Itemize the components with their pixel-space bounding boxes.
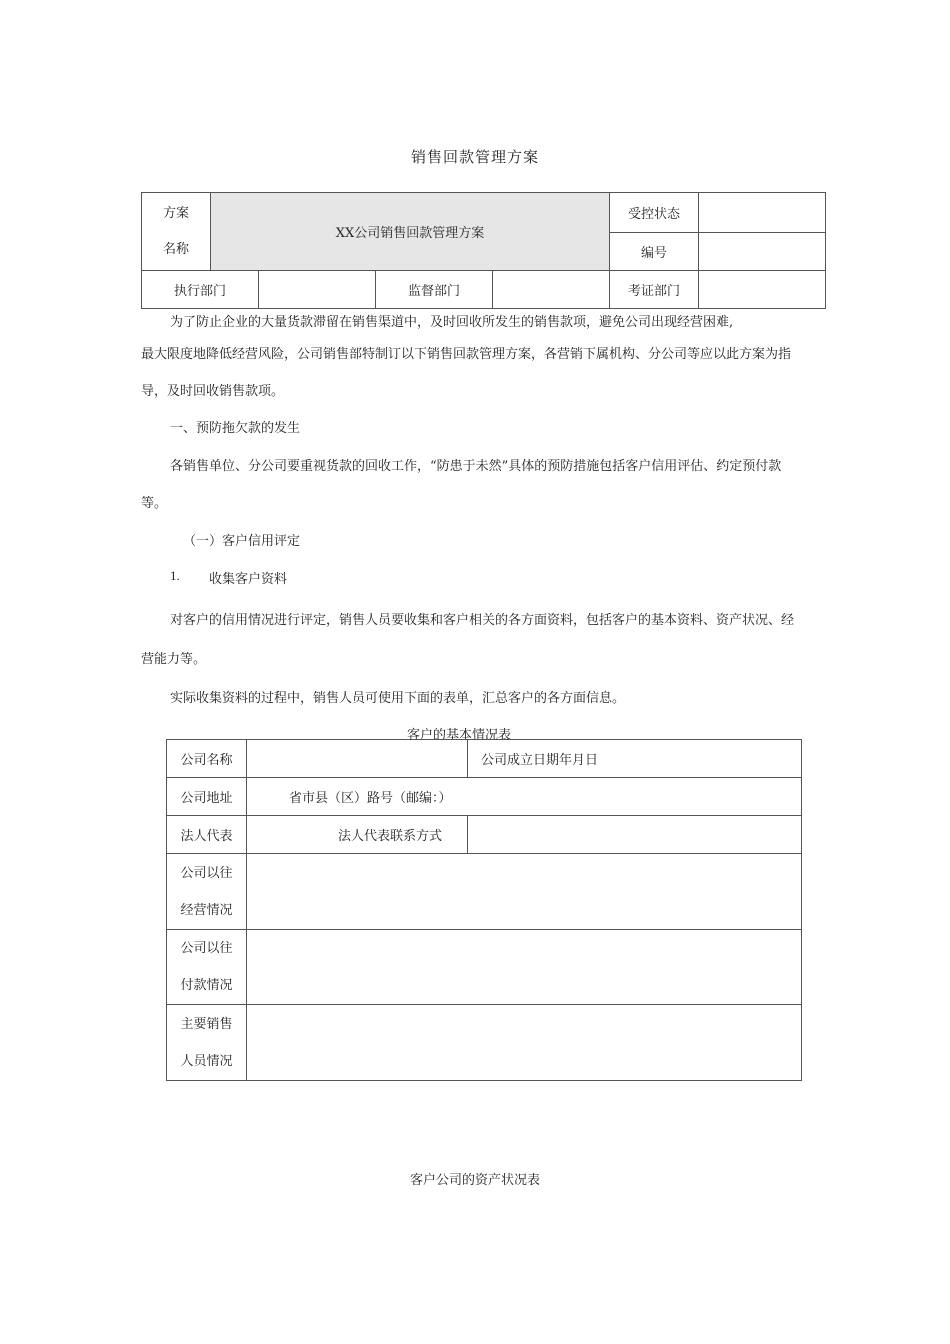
- exec-dept-value: [259, 271, 376, 309]
- past-payment-value: [247, 930, 802, 1005]
- info-table-caption: 客户的基本情况表: [407, 728, 512, 743]
- intro-paragraph-line-2: 最大限度地降低经营风险，公司销售部特制订以下销售回款管理方案，各营销下属机构、分公司等应以此方案为指: [141, 347, 792, 362]
- item-1-paragraph-line-3: 实际收集资料的过程中，销售人员可使用下面的表单，汇总客户的各方面信息。: [170, 691, 626, 706]
- legal-rep-contact-label: 法人代表联系方式: [247, 816, 468, 854]
- document-title: 销售回款管理方案: [410, 148, 539, 166]
- intro-paragraph-line-1: 为了防止企业的大量货款滞留在销售渠道中，及时回收所发生的销售款项，避免公司出现经营困难,: [170, 315, 734, 330]
- past-operations-label-1: 公司以往: [180, 865, 233, 881]
- intro-paragraph-line-3: 导，及时回收销售款项。: [141, 384, 285, 399]
- past-operations-label: [167, 854, 247, 930]
- exec-dept-label: 执行部门: [142, 271, 259, 309]
- section-1-paragraph-line-2: 等。: [141, 496, 168, 511]
- item-1-paragraph-line-1: 对客户的信用情况进行评定，销售人员要收集和客户相关的各方面资料，包括客户的基本资料、资产状况、经: [170, 613, 795, 628]
- control-status-label: 受控状态: [610, 193, 699, 233]
- address-value: 省市县（区）路号（邮编：）: [247, 778, 802, 816]
- sales-staff-label-1: 主要销售: [180, 1016, 233, 1032]
- address-label: 公司地址: [167, 778, 247, 816]
- sales-staff-value: [247, 1005, 802, 1081]
- subsection-1-heading: （一）客户信用评定: [183, 534, 301, 549]
- past-operations-label-2: 经营情况: [180, 902, 233, 918]
- number-value: [699, 232, 826, 271]
- plan-name-label-1: 方案: [162, 205, 189, 221]
- item-1-number: 1.: [170, 568, 180, 583]
- verify-dept-label: 考证部门: [610, 271, 699, 309]
- past-payment-label-2: 付款情况: [180, 978, 233, 993]
- supervise-dept-value: [493, 271, 610, 309]
- plan-info-table: [141, 192, 826, 309]
- section-1-heading: 一、预防拖欠款的发生: [170, 421, 301, 436]
- past-payment-label: [167, 930, 247, 1005]
- past-operations-value: [247, 854, 802, 930]
- plan-name-label-2: 名称: [162, 241, 189, 257]
- verify-dept-value: [699, 271, 826, 309]
- sales-staff-label: [167, 1005, 247, 1081]
- legal-rep-contact-value: [468, 816, 802, 854]
- asset-table-caption: 客户公司的资产状况表: [409, 1173, 540, 1188]
- plan-name-value: XX公司销售回款管理方案: [211, 193, 610, 271]
- founded-date-label: 公司成立日期年月日: [468, 740, 802, 778]
- plan-name-label-cell: [142, 193, 211, 271]
- number-label: 编号: [610, 232, 699, 271]
- section-1-paragraph-line-1: 各销售单位、分公司要重视货款的回收工作，“防患于未然”具体的预防措施包括客户信用评估、约定预付款: [170, 459, 782, 474]
- supervise-dept-label: 监督部门: [376, 271, 493, 309]
- control-status-value: [699, 193, 826, 233]
- legal-rep-label: 法人代表: [167, 816, 247, 854]
- past-payment-label-1: 公司以往: [180, 941, 233, 956]
- company-name-value: [247, 740, 468, 778]
- sales-staff-label-2: 人员情况: [180, 1053, 233, 1069]
- item-1-paragraph-line-2: 营能力等。: [141, 652, 207, 667]
- customer-basic-info-table: [166, 739, 802, 1081]
- company-name-label: 公司名称: [167, 740, 247, 778]
- item-1-title: 收集客户资料: [209, 572, 288, 587]
